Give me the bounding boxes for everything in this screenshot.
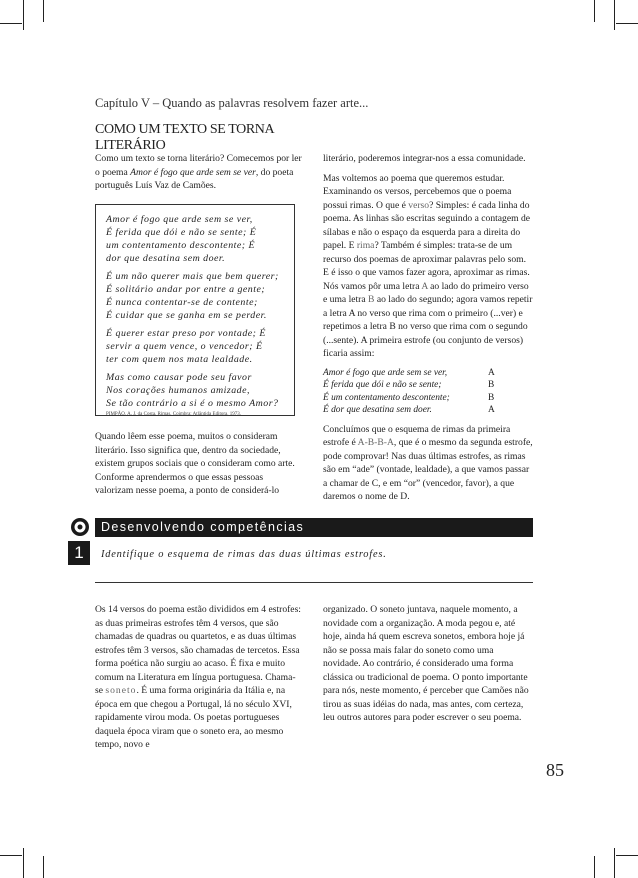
poem-line: É um não querer mais que bem querer;: [106, 271, 279, 282]
crop-mark: [0, 855, 22, 856]
poem-line: É cuidar que se ganha em se perder.: [106, 310, 267, 321]
poem-stanza: [106, 213, 294, 265]
bottom-left-paragraph: Os 14 versos do poema estão divididos em 4 estrofes: as duas primeiras estrofes têm 4 versos, que são chamadas de quadras ou quartetos, e as duas últimas estrofes têm 3 versos, são chamadas de tercetos. Essa forma poética não surgiu ao acaso. É fixa e muito comum na Literatura em língua portuguesa. Chama-se soneto. É uma forma originária da Itália e, na época em que chegou a Portugal, lá no século XVI, rapidamente virou moda. Os poetas portugueses daquela época viram que o soneto era, ao mesmo tempo, novo e: [95, 604, 301, 750]
poem-line: É querer estar preso por vontade; É: [106, 328, 266, 339]
right-paragraph: Mas voltemos ao poema que queremos estudar. Examinando os versos, percebemos que o poema possui rimas. O que é verso? Simples: é cada linha do poema. As linhas são escritas seguindo a contagem de sílabas e não o espaço da esquerda para a direita do papel. E rima? Também é simples: trata-se de um recurso dos poemas de aproximar palavras pelo som. E é isso o que vamos fazer agora, aproximar as rimas. Nós vamos pôr uma letra A ao lado do primeiro verso e uma letra B ao lado do segundo; agora vamos repetir a letra A no verso que rima com o primeiro (...ver) e repetimos a letra B no verso que rima com o segundo (...sente). A primeira estrofe (ou conjunto de versos) ficaria assim:: [323, 172, 533, 359]
rhyme-row: É ferida que dói e não se sente; B: [323, 380, 495, 390]
crop-mark: [616, 855, 638, 856]
poem-box: [95, 204, 295, 416]
bottom-right-paragraph: organizado. O soneto juntava, naquele momento, a novidade com a organização. A moda pegou e, até hoje, ainda há quem escreva sonetos, embora hoje já não se possa mais falar do soneto como uma novidade. Ao contrário, é considerado uma forma clássica ou tradicional de poema. O ponto importante para nós, neste momento, é perceber que Camões não tirou as suas idéias do nada, mas antes, com certeza, leu outros autores para poder escrever o seu poema.: [323, 604, 529, 723]
divider: [95, 582, 533, 583]
poem-stanza: [106, 327, 294, 366]
left-paragraph: Quando lêem esse poema, muitos o consideram literário. Isso significa que, dentro da sociedade, existem grupos sociais que o consideram como arte. Conforme aprendermos o que essas pessoas valorizam nesse poema, a ponto de considerá-lo: [95, 431, 295, 496]
poem-line: É solitário andar por entre a gente;: [106, 284, 266, 295]
crop-mark: [0, 23, 22, 24]
crop-mark: [43, 856, 44, 878]
crop-mark: [614, 0, 615, 30]
poem-line: É ferida que dói e não se sente; É: [106, 227, 257, 238]
poem-line: dor que desatina sem doer.: [106, 253, 226, 264]
crop-mark: [616, 23, 638, 24]
rhyme-table: [323, 367, 533, 417]
crop-mark: [614, 848, 615, 878]
poem-line: ter com quem nos mata lealdade.: [106, 354, 253, 365]
poem-line: Nos corações humanos amizade,: [106, 385, 250, 396]
crop-mark: [23, 848, 24, 878]
crop-mark: [43, 0, 44, 22]
rhyme-row: É um contentamento descontente; B: [323, 392, 495, 403]
poem-source: PIMPÃO, A. J. da Costa. Rimas. Coimbra: Atlântida Editora, 1973.: [106, 412, 241, 417]
poem-stanza: [106, 371, 294, 410]
poem-line: Se tão contrário a si é o mesmo Amor?: [106, 398, 279, 409]
poem-stanza: [106, 270, 294, 322]
right-column: [323, 152, 533, 510]
poem-line: um contentamento descontente; É: [106, 240, 256, 251]
competencias-icon: [70, 517, 90, 537]
right-paragraph: Concluímos que o esquema de rimas da primeira estrofe é A-B-B-A, que é o mesmo da segunda estrofe, pode comprovar! Nas duas últimas estrofes, as rimas são em “ade” (vontade, lealdade), a que vamos passar a chamar de C, e em “or” (vencedor, favor), a que daremos o nome de D.: [323, 423, 533, 502]
page-number: 85: [546, 760, 564, 780]
poem-line: Mas como causar pode seu favor: [106, 372, 252, 383]
intro-paragraph: Como um texto se torna literário? Comecemos por ler o poema Amor é fogo que arde sem se ver, do poeta português Luís Vaz de Camões.: [95, 153, 302, 191]
exercise-prompt: Identifique o esquema de rimas das duas últimas estrofes.: [101, 549, 387, 560]
crop-mark: [594, 0, 595, 22]
section-title: COMO UM TEXTO SE TORNA LITERÁRIO: [95, 122, 274, 153]
crop-mark: [594, 856, 595, 878]
right-paragraph: literário, poderemos integrar-nos a essa comunidade.: [323, 153, 526, 164]
rhyme-row: É dor que desatina sem doer. A: [323, 405, 495, 415]
poem-line: É nunca contentar-se de contente;: [106, 297, 258, 308]
exercise-number: 1: [68, 541, 90, 565]
poem-line: Amor é fogo que arde sem se ver,: [106, 214, 253, 225]
poem-line: servir a quem vence, o vencedor; É: [106, 341, 263, 352]
crop-mark: [23, 0, 24, 30]
rhyme-row: Amor é fogo que arde sem se ver, A: [323, 367, 495, 378]
chapter-heading: Capítulo V – Quando as palavras resolvem fazer arte...: [95, 96, 369, 110]
competencias-header: Desenvolvendo competências: [95, 518, 533, 537]
